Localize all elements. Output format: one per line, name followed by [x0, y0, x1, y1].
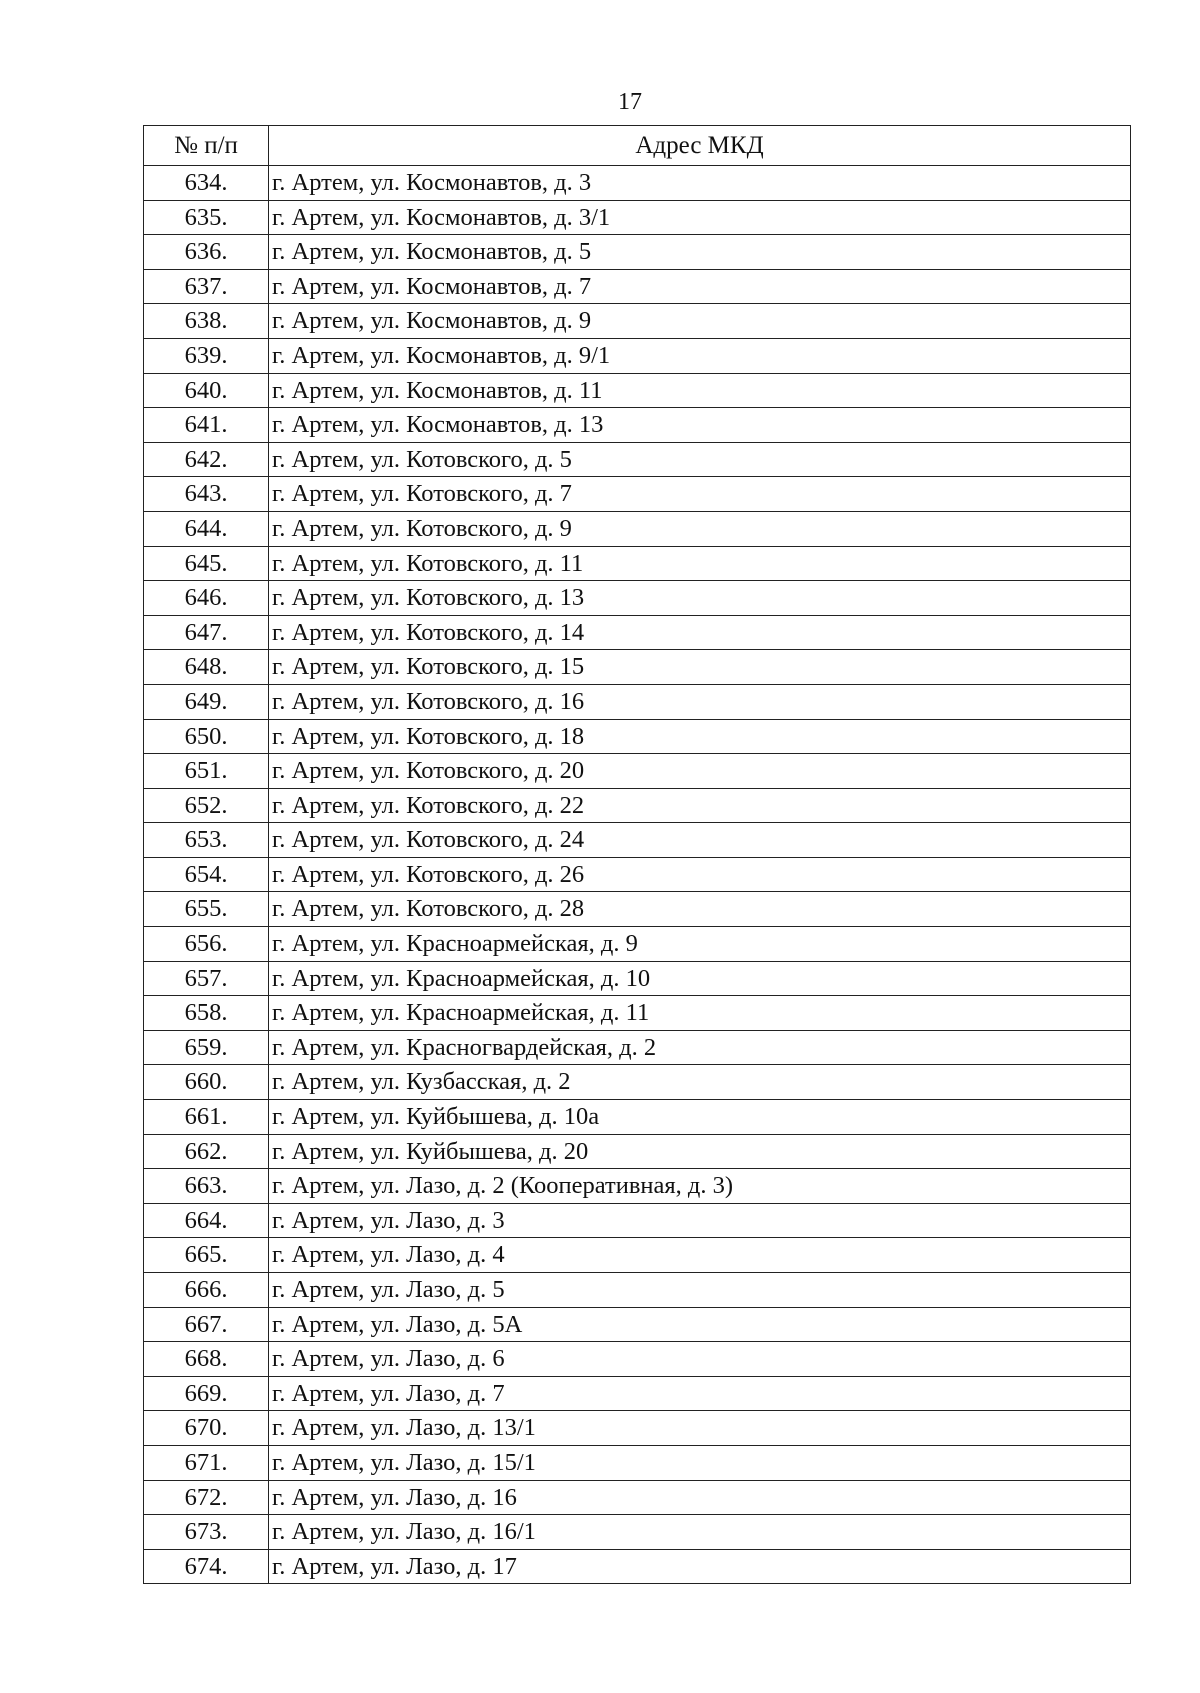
- address-cell: г. Артем, ул. Котовского, д. 22: [269, 788, 1131, 823]
- row-number-cell: 637.: [144, 269, 269, 304]
- table-row: [144, 1411, 1131, 1446]
- row-number-cell: 666.: [144, 1273, 269, 1308]
- table-row: [144, 961, 1131, 996]
- table-row: [144, 546, 1131, 581]
- table-row: [144, 1445, 1131, 1480]
- table-row: [144, 684, 1131, 719]
- row-number-cell: 664.: [144, 1203, 269, 1238]
- table-row: [144, 1273, 1131, 1308]
- row-number-cell: 655.: [144, 892, 269, 927]
- table-row: [144, 1515, 1131, 1550]
- table-row: [144, 1549, 1131, 1584]
- address-cell: г. Артем, ул. Лазо, д. 6: [269, 1342, 1131, 1377]
- address-cell: г. Артем, ул. Котовского, д. 9: [269, 511, 1131, 546]
- address-cell: г. Артем, ул. Котовского, д. 7: [269, 477, 1131, 512]
- row-number-cell: 635.: [144, 200, 269, 235]
- address-cell: г. Артем, ул. Красноармейская, д. 9: [269, 927, 1131, 962]
- address-cell: г. Артем, ул. Лазо, д. 17: [269, 1549, 1131, 1584]
- table-row: [144, 235, 1131, 270]
- address-cell: г. Артем, ул. Котовского, д. 14: [269, 615, 1131, 650]
- table-row: [144, 1169, 1131, 1204]
- table-row: [144, 1100, 1131, 1135]
- address-cell: г. Артем, ул. Лазо, д. 5А: [269, 1307, 1131, 1342]
- address-cell: г. Артем, ул. Котовского, д. 5: [269, 442, 1131, 477]
- address-cell: г. Артем, ул. Лазо, д. 16: [269, 1480, 1131, 1515]
- address-cell: г. Артем, ул. Котовского, д. 20: [269, 754, 1131, 789]
- address-cell: г. Артем, ул. Лазо, д. 7: [269, 1376, 1131, 1411]
- row-number-cell: 673.: [144, 1515, 269, 1550]
- row-number-cell: 668.: [144, 1342, 269, 1377]
- address-cell: г. Артем, ул. Лазо, д. 3: [269, 1203, 1131, 1238]
- row-number-cell: 657.: [144, 961, 269, 996]
- table-row: [144, 269, 1131, 304]
- row-number-cell: 658.: [144, 996, 269, 1031]
- address-cell: г. Артем, ул. Кузбасская, д. 2: [269, 1065, 1131, 1100]
- address-cell: г. Артем, ул. Котовского, д. 24: [269, 823, 1131, 858]
- table-row: [144, 408, 1131, 443]
- address-cell: г. Артем, ул. Лазо, д. 4: [269, 1238, 1131, 1273]
- table-row: [144, 754, 1131, 789]
- address-cell: г. Артем, ул. Куйбышева, д. 20: [269, 1134, 1131, 1169]
- row-number-cell: 656.: [144, 927, 269, 962]
- row-number-cell: 659.: [144, 1030, 269, 1065]
- row-number-cell: 661.: [144, 1100, 269, 1135]
- table-row: [144, 166, 1131, 201]
- table-row: [144, 304, 1131, 339]
- row-number-cell: 640.: [144, 373, 269, 408]
- table-row: [144, 1480, 1131, 1515]
- address-cell: г. Артем, ул. Красноармейская, д. 11: [269, 996, 1131, 1031]
- table-row: [144, 892, 1131, 927]
- mkd-address-table: [143, 125, 1131, 1584]
- row-number-cell: 638.: [144, 304, 269, 339]
- row-number-cell: 671.: [144, 1445, 269, 1480]
- table-row: [144, 1203, 1131, 1238]
- address-cell: г. Артем, ул. Космонавтов, д. 11: [269, 373, 1131, 408]
- address-cell: г. Артем, ул. Лазо, д. 2 (Кооперативная, д. 3): [269, 1169, 1131, 1204]
- table-row: [144, 373, 1131, 408]
- address-cell: г. Артем, ул. Котовского, д. 13: [269, 581, 1131, 616]
- table-row: [144, 650, 1131, 685]
- address-cell: г. Артем, ул. Космонавтов, д. 5: [269, 235, 1131, 270]
- row-number-cell: 647.: [144, 615, 269, 650]
- address-cell: г. Артем, ул. Красногвардейская, д. 2: [269, 1030, 1131, 1065]
- row-number-cell: 641.: [144, 408, 269, 443]
- table-row: [144, 338, 1131, 373]
- row-number-cell: 651.: [144, 754, 269, 789]
- address-cell: г. Артем, ул. Лазо, д. 13/1: [269, 1411, 1131, 1446]
- row-number-cell: 674.: [144, 1549, 269, 1584]
- table-row: [144, 1342, 1131, 1377]
- table-row: [144, 1307, 1131, 1342]
- row-number-cell: 645.: [144, 546, 269, 581]
- row-number-cell: 643.: [144, 477, 269, 512]
- row-number-cell: 650.: [144, 719, 269, 754]
- address-cell: г. Артем, ул. Котовского, д. 18: [269, 719, 1131, 754]
- address-cell: г. Артем, ул. Котовского, д. 16: [269, 684, 1131, 719]
- column-header-address: Адрес МКД: [269, 126, 1131, 166]
- row-number-cell: 672.: [144, 1480, 269, 1515]
- address-cell: г. Артем, ул. Котовского, д. 15: [269, 650, 1131, 685]
- table-row: [144, 788, 1131, 823]
- table-row: [144, 442, 1131, 477]
- row-number-cell: 648.: [144, 650, 269, 685]
- row-number-cell: 639.: [144, 338, 269, 373]
- table-row: [144, 477, 1131, 512]
- address-cell: г. Артем, ул. Космонавтов, д. 13: [269, 408, 1131, 443]
- row-number-cell: 644.: [144, 511, 269, 546]
- table-row: [144, 1065, 1131, 1100]
- address-cell: г. Артем, ул. Космонавтов, д. 3: [269, 166, 1131, 201]
- row-number-cell: 662.: [144, 1134, 269, 1169]
- table-row: [144, 857, 1131, 892]
- table-row: [144, 200, 1131, 235]
- row-number-cell: 636.: [144, 235, 269, 270]
- address-cell: г. Артем, ул. Космонавтов, д. 9/1: [269, 338, 1131, 373]
- address-cell: г. Артем, ул. Космонавтов, д. 3/1: [269, 200, 1131, 235]
- row-number-cell: 663.: [144, 1169, 269, 1204]
- address-cell: г. Артем, ул. Красноармейская, д. 10: [269, 961, 1131, 996]
- row-number-cell: 667.: [144, 1307, 269, 1342]
- address-cell: г. Артем, ул. Лазо, д. 15/1: [269, 1445, 1131, 1480]
- table-row: [144, 1134, 1131, 1169]
- table-row: [144, 823, 1131, 858]
- table-row: [144, 1238, 1131, 1273]
- table-header-row: [144, 126, 1131, 166]
- address-cell: г. Артем, ул. Космонавтов, д. 9: [269, 304, 1131, 339]
- row-number-cell: 669.: [144, 1376, 269, 1411]
- address-cell: г. Артем, ул. Котовского, д. 28: [269, 892, 1131, 927]
- row-number-cell: 654.: [144, 857, 269, 892]
- row-number-cell: 665.: [144, 1238, 269, 1273]
- table-row: [144, 719, 1131, 754]
- column-header-number: № п/п: [144, 126, 269, 166]
- table-row: [144, 581, 1131, 616]
- table-row: [144, 1376, 1131, 1411]
- address-cell: г. Артем, ул. Лазо, д. 16/1: [269, 1515, 1131, 1550]
- row-number-cell: 670.: [144, 1411, 269, 1446]
- page-number: 17: [618, 89, 642, 115]
- address-cell: г. Артем, ул. Котовского, д. 11: [269, 546, 1131, 581]
- table-row: [144, 1030, 1131, 1065]
- row-number-cell: 652.: [144, 788, 269, 823]
- row-number-cell: 649.: [144, 684, 269, 719]
- table-row: [144, 996, 1131, 1031]
- row-number-cell: 653.: [144, 823, 269, 858]
- address-cell: г. Артем, ул. Куйбышева, д. 10а: [269, 1100, 1131, 1135]
- row-number-cell: 646.: [144, 581, 269, 616]
- row-number-cell: 660.: [144, 1065, 269, 1100]
- row-number-cell: 634.: [144, 166, 269, 201]
- table-row: [144, 511, 1131, 546]
- table-row: [144, 927, 1131, 962]
- table-row: [144, 615, 1131, 650]
- row-number-cell: 642.: [144, 442, 269, 477]
- address-cell: г. Артем, ул. Лазо, д. 5: [269, 1273, 1131, 1308]
- table-body: [144, 166, 1131, 1584]
- address-cell: г. Артем, ул. Котовского, д. 26: [269, 857, 1131, 892]
- address-cell: г. Артем, ул. Космонавтов, д. 7: [269, 269, 1131, 304]
